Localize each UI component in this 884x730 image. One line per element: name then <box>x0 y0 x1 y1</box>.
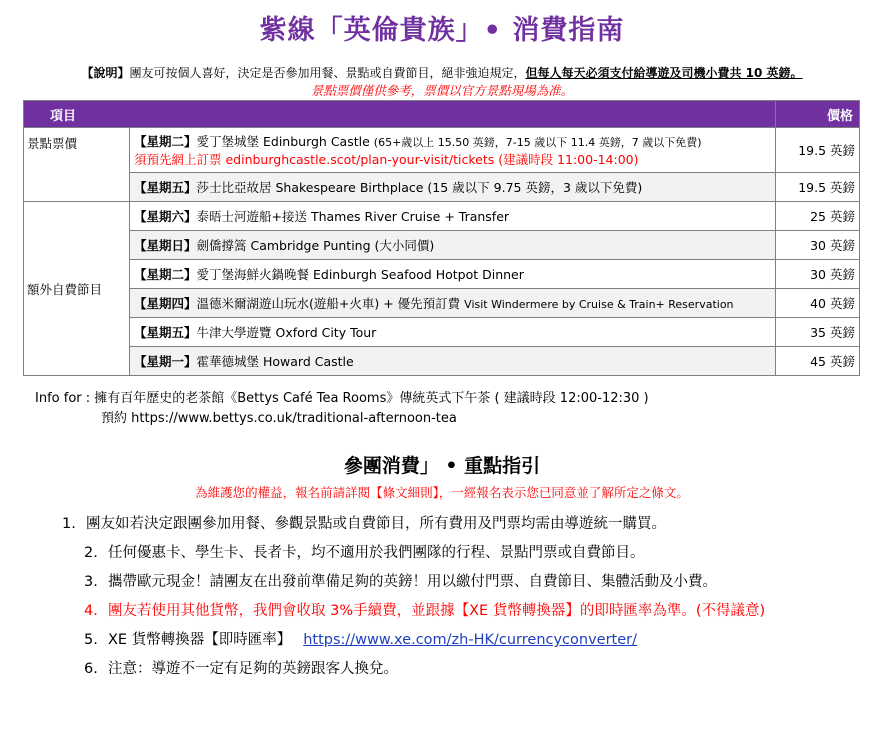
list-number: 4. <box>84 603 98 619</box>
tip-requirement: 但每人每天必須支付給導遊及司機小費共 10 英鎊。 <box>525 66 803 80</box>
list-item <box>84 626 862 655</box>
list-number: 6. <box>84 661 98 677</box>
list-text: 注意：導遊不一定有足夠的英鎊跟客人換兌。 <box>108 661 398 677</box>
table-row <box>24 260 860 289</box>
list-text: 團友若使用其他貨幣，我們會收取 3%手續費，並跟據【XE 貨幣轉換器】的即時匯率為準。(不得議意) <box>108 603 766 619</box>
day-label: 【星期二】 <box>134 267 197 282</box>
item-text: 莎士比亞故居 Shakespeare Birthplace (15 歲以下 9.75 英鎊，3 歲以下免費) <box>196 180 643 195</box>
item-note: Visit Windermere by Cruise & Train+ Reservation <box>464 298 734 311</box>
item-cell <box>130 289 776 318</box>
section-subtitle: 為維護您的權益，報名前請詳閱【條文細則】，一經報名表示您已同意並了解所定之條文。 <box>195 485 689 500</box>
note-label: 【說明】 <box>81 66 130 80</box>
tea-info-line: Info for : 擁有百年歷史的老茶館《Bettys Café Tea Rooms》傳統英式下午茶 ( 建議時段 12:00-12:30 ) <box>35 391 649 406</box>
list-text: 團友如若決定跟團參加用餐、參觀景點或自費節目，所有費用及門票均需由導遊統一購買。 <box>86 516 666 532</box>
list-item <box>84 655 862 684</box>
list-number: 1. <box>62 516 76 532</box>
price-table <box>23 100 860 376</box>
price-cell: 45 英鎊 <box>776 347 860 376</box>
header-price: 價格 <box>776 101 860 128</box>
item-cell <box>130 173 776 202</box>
list-item <box>84 597 862 626</box>
list-text: 任何優惠卡、學生卡、長者卡，均不適用於我們團隊的行程、景點門票或自費節目。 <box>108 545 645 561</box>
tea-booking-link[interactable]: 預約 https://www.bettys.co.uk/traditional-afternoon-tea <box>101 411 457 426</box>
xe-converter-link[interactable]: https://www.xe.com/zh-HK/currencyconverter/ <box>303 632 638 648</box>
list-number: 5. <box>84 632 98 648</box>
page-title: 紫線「英倫貴族」• 消費指南 <box>259 15 625 46</box>
table-header <box>24 101 860 128</box>
price-cell: 25 英鎊 <box>776 202 860 231</box>
item-text: 牛津大學遊覽 Oxford City Tour <box>196 325 377 340</box>
tea-info <box>35 389 649 429</box>
price-cell: 19.5 英鎊 <box>776 173 860 202</box>
price-cell: 19.5 英鎊 <box>776 128 860 173</box>
day-label: 【星期四】 <box>134 296 197 311</box>
list-number: 2. <box>84 545 98 561</box>
price-disclaimer: 景點票價僅供參考，票價以官方景點現場為准。 <box>310 83 574 98</box>
list-item <box>84 539 862 568</box>
item-text: 溫德米爾湖遊山玩水(遊船+火車) + 優先預訂費 <box>196 296 461 311</box>
day-label: 【星期一】 <box>134 354 197 369</box>
table-row <box>24 231 860 260</box>
category-optional: 額外自費節目 <box>24 202 130 376</box>
note-line <box>0 64 884 81</box>
list-number: 3. <box>84 574 98 590</box>
item-text: 泰晤士河遊船+接送 Thames River Cruise + Transfer <box>196 209 510 224</box>
day-label: 【星期五】 <box>134 180 197 195</box>
booking-note: 須預先網上訂票 edinburghcastle.scot/plan-your-visit/tickets (建議時段 11:00-14:00) <box>134 152 639 167</box>
table-row <box>24 202 860 231</box>
table-row <box>24 128 860 173</box>
item-cell <box>130 202 776 231</box>
list-text: 攜帶歐元現金！請團友在出發前準備足夠的英鎊！用以繳付門票、自費節目、集體活動及小費。 <box>108 574 717 590</box>
item-note: (65+歲以上 15.50 英鎊，7-15 歲以下 11.4 英鎊，7 歲以下免費) <box>373 136 702 149</box>
table-row <box>24 289 860 318</box>
table-row <box>24 318 860 347</box>
price-cell: 30 英鎊 <box>776 260 860 289</box>
note-text: 團友可按個人喜好，決定是否參加用餐、景點或自費節目，絕非強迫規定， <box>129 66 526 80</box>
category-attractions: 景點票價 <box>24 128 130 202</box>
day-label: 【星期日】 <box>134 238 197 253</box>
table-row <box>24 173 860 202</box>
price-cell: 30 英鎊 <box>776 231 860 260</box>
item-cell <box>130 318 776 347</box>
rules-list <box>62 510 862 684</box>
list-item <box>62 510 862 539</box>
item-cell <box>130 260 776 289</box>
list-item <box>84 568 862 597</box>
item-text: 劍僑撐篙 Cambridge Punting (大小同價) <box>196 238 435 253</box>
item-text: 愛丁堡城堡 Edinburgh Castle <box>196 134 370 149</box>
price-cell: 40 英鎊 <box>776 289 860 318</box>
item-text: 霍華德城堡 Howard Castle <box>196 354 354 369</box>
table-row <box>24 347 860 376</box>
item-cell <box>130 231 776 260</box>
section-title: 參團消費」 • 重點指引 <box>343 455 541 477</box>
day-label: 【星期六】 <box>134 209 197 224</box>
item-text: 愛丁堡海鮮火鍋晚餐 Edinburgh Seafood Hotpot Dinner <box>196 267 524 282</box>
list-text: XE 貨幣轉換器【即時匯率】 <box>108 632 292 648</box>
day-label: 【星期二】 <box>134 134 197 149</box>
price-cell: 35 英鎊 <box>776 318 860 347</box>
day-label: 【星期五】 <box>134 325 197 340</box>
item-cell <box>130 347 776 376</box>
header-item: 項目 <box>24 101 776 128</box>
item-cell <box>130 128 776 173</box>
